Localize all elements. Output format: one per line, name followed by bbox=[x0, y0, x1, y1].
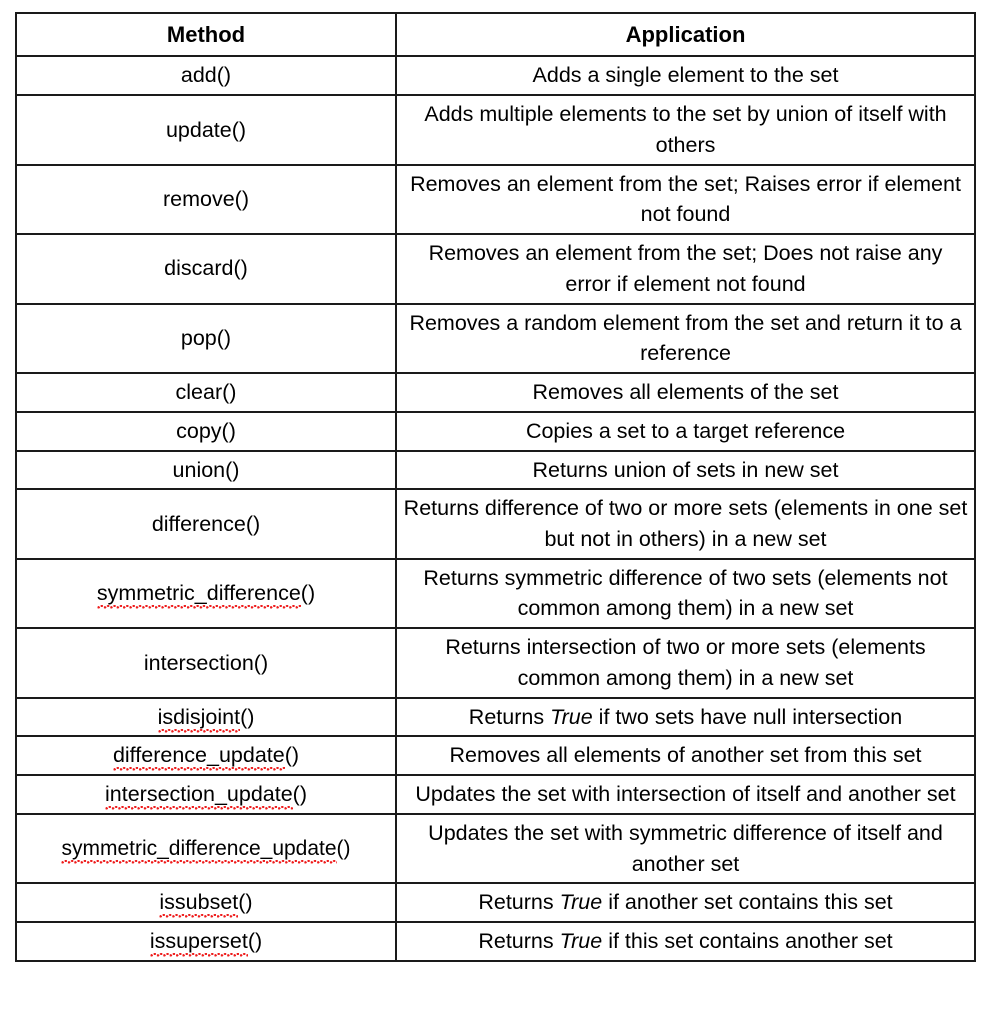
application-cell bbox=[396, 814, 975, 883]
table-row bbox=[16, 373, 975, 412]
method-cell bbox=[16, 883, 396, 922]
method-cell bbox=[16, 56, 396, 95]
methods-table-container bbox=[15, 12, 974, 962]
method-cell bbox=[16, 628, 396, 697]
application-cell bbox=[396, 775, 975, 814]
set-methods-table bbox=[15, 12, 976, 962]
method-cell bbox=[16, 95, 396, 164]
application-text: Removes all elements of another set from this set bbox=[449, 743, 922, 768]
application-text: Removes a random element from the set and return it to a reference bbox=[409, 310, 962, 366]
method-cell bbox=[16, 451, 396, 490]
application-cell bbox=[396, 373, 975, 412]
table-row bbox=[16, 628, 975, 697]
method-name: intersection() bbox=[143, 650, 269, 675]
table-row bbox=[16, 412, 975, 451]
table-row bbox=[16, 451, 975, 490]
table-row bbox=[16, 489, 975, 558]
application-text: Adds a single element to the set bbox=[532, 63, 839, 88]
spellcheck-underlined-text: intersection_update bbox=[105, 782, 293, 810]
table-row bbox=[16, 922, 975, 961]
method-cell bbox=[16, 922, 396, 961]
table-row bbox=[16, 95, 975, 164]
application-cell bbox=[396, 304, 975, 373]
method-name: pop() bbox=[180, 325, 232, 350]
method-cell bbox=[16, 559, 396, 628]
spellcheck-underlined-text: isdisjoint bbox=[158, 705, 240, 733]
spellcheck-underlined-text: issuperset bbox=[150, 929, 248, 957]
method-cell bbox=[16, 775, 396, 814]
application-text: Returns difference of two or more sets (elements in one set but not in others) in a new set bbox=[403, 496, 968, 551]
table-header-row bbox=[16, 13, 975, 56]
table-row bbox=[16, 814, 975, 883]
application-text: Returns symmetric difference of two sets (elements not common among them) in a new set bbox=[423, 565, 948, 621]
spellcheck-underlined-text: symmetric_difference bbox=[97, 581, 301, 609]
method-cell bbox=[16, 234, 396, 303]
application-text-suffix: if another set contains this set bbox=[602, 890, 893, 915]
table-row bbox=[16, 234, 975, 303]
application-cell bbox=[396, 412, 975, 451]
table-row bbox=[16, 736, 975, 775]
table-row bbox=[16, 775, 975, 814]
method-name: update() bbox=[165, 117, 247, 142]
method-cell bbox=[16, 304, 396, 373]
column-header-application: Application bbox=[396, 13, 975, 56]
application-text: Adds multiple elements to the set by union of itself with others bbox=[424, 102, 947, 157]
application-cell bbox=[396, 736, 975, 775]
application-cell bbox=[396, 234, 975, 303]
method-name-tail: () bbox=[240, 704, 255, 729]
table-header bbox=[16, 13, 975, 56]
method-name-tail: () bbox=[284, 743, 300, 768]
method-cell bbox=[16, 814, 396, 883]
method-cell bbox=[16, 373, 396, 412]
method-name-tail: () bbox=[292, 782, 307, 807]
method-name: copy() bbox=[176, 418, 236, 443]
application-text: Returns intersection of two or more sets (elements common among them) in a new set bbox=[445, 635, 926, 690]
application-cell bbox=[396, 489, 975, 558]
method-name: clear() bbox=[175, 380, 237, 405]
method-name-tail: () bbox=[336, 836, 351, 860]
application-text: Updates the set with symmetric difference of itself and another set bbox=[428, 820, 943, 876]
table-body bbox=[16, 56, 975, 960]
application-cell bbox=[396, 56, 975, 95]
method-name: remove() bbox=[162, 187, 249, 212]
spellcheck-underlined-text: issubset bbox=[159, 890, 238, 918]
application-text-prefix: Returns bbox=[468, 704, 551, 729]
table-row bbox=[16, 165, 975, 234]
method-cell bbox=[16, 736, 396, 775]
method-name-tail: () bbox=[300, 581, 316, 606]
method-name: difference() bbox=[151, 511, 261, 536]
application-cell bbox=[396, 698, 975, 737]
application-italic-keyword: True bbox=[559, 890, 603, 915]
spellcheck-underlined-text: difference_update bbox=[113, 743, 285, 771]
table-row bbox=[16, 56, 975, 95]
application-cell bbox=[396, 451, 975, 490]
application-text: Returns union of sets in new set bbox=[532, 457, 839, 482]
method-cell bbox=[16, 489, 396, 558]
application-cell bbox=[396, 165, 975, 234]
table-row bbox=[16, 559, 975, 628]
application-cell bbox=[396, 628, 975, 697]
application-text: Updates the set with intersection of itself and another set bbox=[415, 782, 956, 807]
method-name: union() bbox=[172, 457, 240, 482]
method-name-tail: () bbox=[238, 890, 253, 915]
method-cell bbox=[16, 698, 396, 737]
application-cell bbox=[396, 95, 975, 164]
application-cell bbox=[396, 559, 975, 628]
column-header-method: Method bbox=[16, 13, 396, 56]
table-row bbox=[16, 698, 975, 737]
method-name: add() bbox=[180, 63, 232, 88]
application-text: Removes an element from the set; Does not raise any error if element not found bbox=[428, 241, 943, 296]
application-cell bbox=[396, 883, 975, 922]
table-row bbox=[16, 883, 975, 922]
application-text: Removes an element from the set; Raises error if element not found bbox=[410, 171, 961, 227]
method-cell bbox=[16, 412, 396, 451]
application-cell bbox=[396, 922, 975, 961]
application-italic-keyword: True bbox=[559, 929, 603, 954]
application-text-suffix: if two sets have null intersection bbox=[592, 704, 903, 729]
application-text: Copies a set to a target reference bbox=[525, 418, 846, 443]
application-text-prefix: Returns bbox=[478, 890, 560, 915]
application-italic-keyword: True bbox=[550, 704, 593, 729]
method-name-tail: () bbox=[247, 929, 263, 954]
method-name: discard() bbox=[164, 256, 248, 281]
application-text-prefix: Returns bbox=[478, 929, 560, 954]
application-text: Removes all elements of the set bbox=[532, 380, 839, 405]
table-row bbox=[16, 304, 975, 373]
method-cell bbox=[16, 165, 396, 234]
application-text-suffix: if this set contains another set bbox=[602, 929, 893, 954]
spellcheck-underlined-text: symmetric_difference_update bbox=[61, 837, 336, 864]
